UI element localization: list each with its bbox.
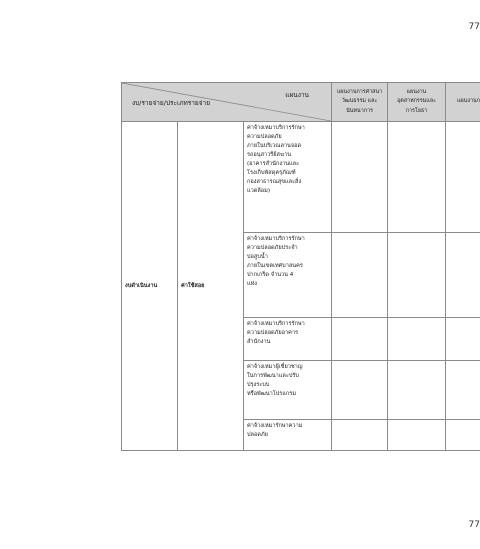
header-row — [122, 83, 480, 122]
header-budget-label: งบ/รายจ่าย/ประเภทรายจ่าย — [132, 99, 211, 107]
value-cell — [446, 361, 480, 420]
value-cell — [388, 420, 446, 451]
value-cell — [388, 361, 446, 420]
value-cell — [446, 233, 480, 318]
item-cell: ค่าจ้างเหมาบริการรักษา ความปลอดภัย ภายในบริเวณลานจอด รถอนุสาวรีย์สฆาน (อาคารสำนักงานและ โรงเก็บพัสดุครุภัณฑ์ กองสาธารณสุขและสิ่ง แวดล้อม) — [244, 122, 332, 233]
header-col-religion: แผนงานการศาสนา วัฒนธรรม และ นันทนาการ — [332, 83, 388, 122]
value-cell — [446, 122, 480, 233]
item-cell: ค่าจ้างเหมาบริการรักษา ความปลอดภัยประจำ บ่อสูบน้ำ ภายในเขตเทศบาลนคร ปากเกร็ด จำนวน 4 แห่ง — [244, 233, 332, 318]
header-col-industry: แผนงาน อุตสาหกรรมและ การโยธา — [388, 83, 446, 122]
value-cell — [388, 318, 446, 361]
item-cell: ค่าจ้างเหมาบริการรักษา ความปลอดภัยอาคาร สำนักงาน — [244, 318, 332, 361]
value-cell — [332, 361, 388, 420]
value-cell — [388, 122, 446, 233]
category-label: ค่าใช้สอย — [178, 122, 244, 451]
table-row — [122, 122, 480, 233]
item-cell: ค่าจ้างเหมารักษาความ ปลอดภัย — [244, 420, 332, 451]
value-cell — [388, 233, 446, 318]
group-label: งบดำเนินงาน — [122, 122, 178, 451]
value-cell — [332, 318, 388, 361]
value-cell — [332, 122, 388, 233]
header-plan-label: แผนงาน — [285, 91, 310, 99]
value-cell — [446, 318, 480, 361]
page-number-bottom: 77 — [468, 520, 480, 530]
page-number-top: 77 — [468, 22, 480, 32]
value-cell — [446, 420, 480, 451]
header-col-partial: แผนงานก — [446, 83, 480, 122]
header-diagonal-cell — [122, 83, 332, 122]
value-cell — [332, 420, 388, 451]
budget-table — [121, 82, 480, 451]
value-cell — [332, 233, 388, 318]
item-cell: ค่าจ้างเหมาผู้เชี่ยวชาญ ในการพัฒนาและปรับ ปรุงระบบ หรือพัฒนาโปรแกรม — [244, 361, 332, 420]
